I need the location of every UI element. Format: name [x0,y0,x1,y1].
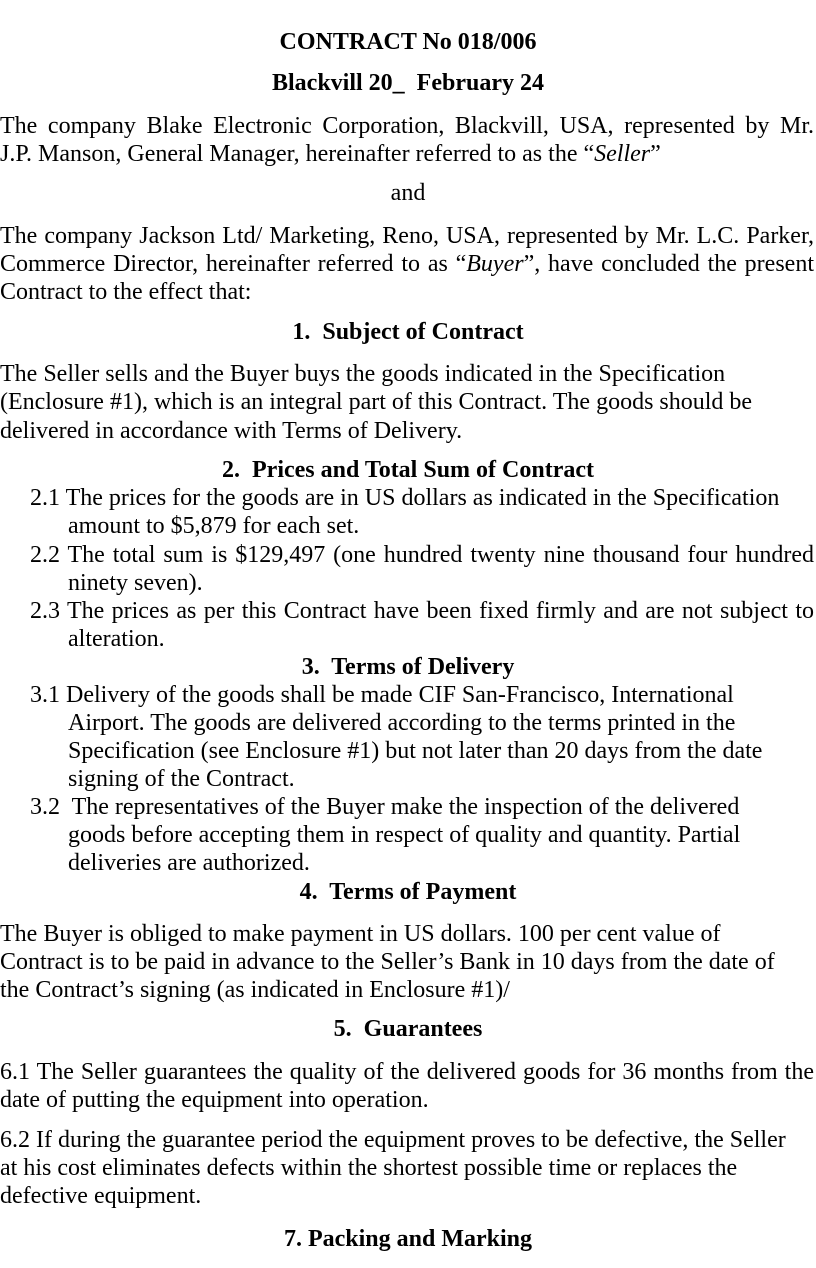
clause-line: 2.1 The prices for the goods are in US dollars as indicated in the Specification [30,485,780,511]
clause-line: Specification (see Enclosure #1) but not later than 20 days from the date [68,738,763,764]
clause-line: 6.1 The Seller guarantees the quality of the delivered goods for 36 months from the [0,1059,814,1085]
buyer-paragraph-line: Commerce Director, hereinafter referred to as “Buyer”, have concluded the present [0,251,814,277]
clause-line: defective equipment. [0,1183,202,1209]
section-text-line: the Contract’s signing (as indicated in Enclosure #1)/ [0,977,510,1003]
buyer-paragraph-line: Contract to the effect that: [0,279,252,305]
clause-line: alteration. [68,626,165,652]
buyer-paragraph-line: The company Jackson Ltd/ Marketing, Reno, USA, represented by Mr. L.C. Parker, [0,223,814,249]
clause-line: 3.1 Delivery of the goods shall be made CIF San-Francisco, International [30,682,734,708]
section-heading: 2. Prices and Total Sum of Contract [222,457,594,483]
clause-line: Airport. The goods are delivered according to the terms printed in the [68,710,736,736]
section-heading: 3. Terms of Delivery [301,654,515,680]
clause-line: 2.3 The prices as per this Contract have been fixed firmly and are not subject to [30,598,814,624]
and-separator: and [390,180,426,206]
clause-line: ninety seven). [68,570,203,596]
clause-line: date of putting the equipment into operation. [0,1087,429,1113]
section-text-line: delivered in accordance with Terms of Delivery. [0,418,463,444]
document-title: CONTRACT No 018/006 [279,29,537,55]
section-text-line: The Buyer is obliged to make payment in US dollars. 100 per cent value of [0,921,721,947]
section-text-line: (Enclosure #1), which is an integral part of this Contract. The goods should be [0,389,753,415]
section-heading: 1. Subject of Contract [292,319,524,345]
section-text-line: The Seller sells and the Buyer buys the goods indicated in the Specification [0,361,726,387]
clause-line: deliveries are authorized. [68,850,310,876]
section-heading: 7. Packing and Marking [283,1226,533,1252]
section-heading: 5. Guarantees [333,1016,483,1042]
clause-line: at his cost eliminates defects within the shortest possible time or replaces the [0,1155,738,1181]
clause-line: 3.2 The representatives of the Buyer make the inspection of the delivered [30,794,740,820]
section-heading: 4. Terms of Payment [299,879,517,905]
clause-line: 6.2 If during the guarantee period the equipment proves to be defective, the Seller [0,1127,786,1153]
clause-line: goods before accepting them in respect of quality and quantity. Partial [68,822,741,848]
clause-line: amount to $5,879 for each set. [68,513,360,539]
clause-line: 2.2 The total sum is $129,497 (one hundred twenty nine thousand four hundred [30,542,814,568]
clause-line: signing of the Contract. [68,766,295,792]
seller-paragraph-line: The company Blake Electronic Corporation, Blackvill, USA, represented by Mr. [0,113,814,139]
document-subtitle: Blackvill 20_ February 24 [272,70,544,96]
seller-paragraph-line: J.P. Manson, General Manager, hereinafter referred to as the “Seller” [0,141,661,167]
section-text-line: Contract is to be paid in advance to the Seller’s Bank in 10 days from the date of [0,949,775,975]
